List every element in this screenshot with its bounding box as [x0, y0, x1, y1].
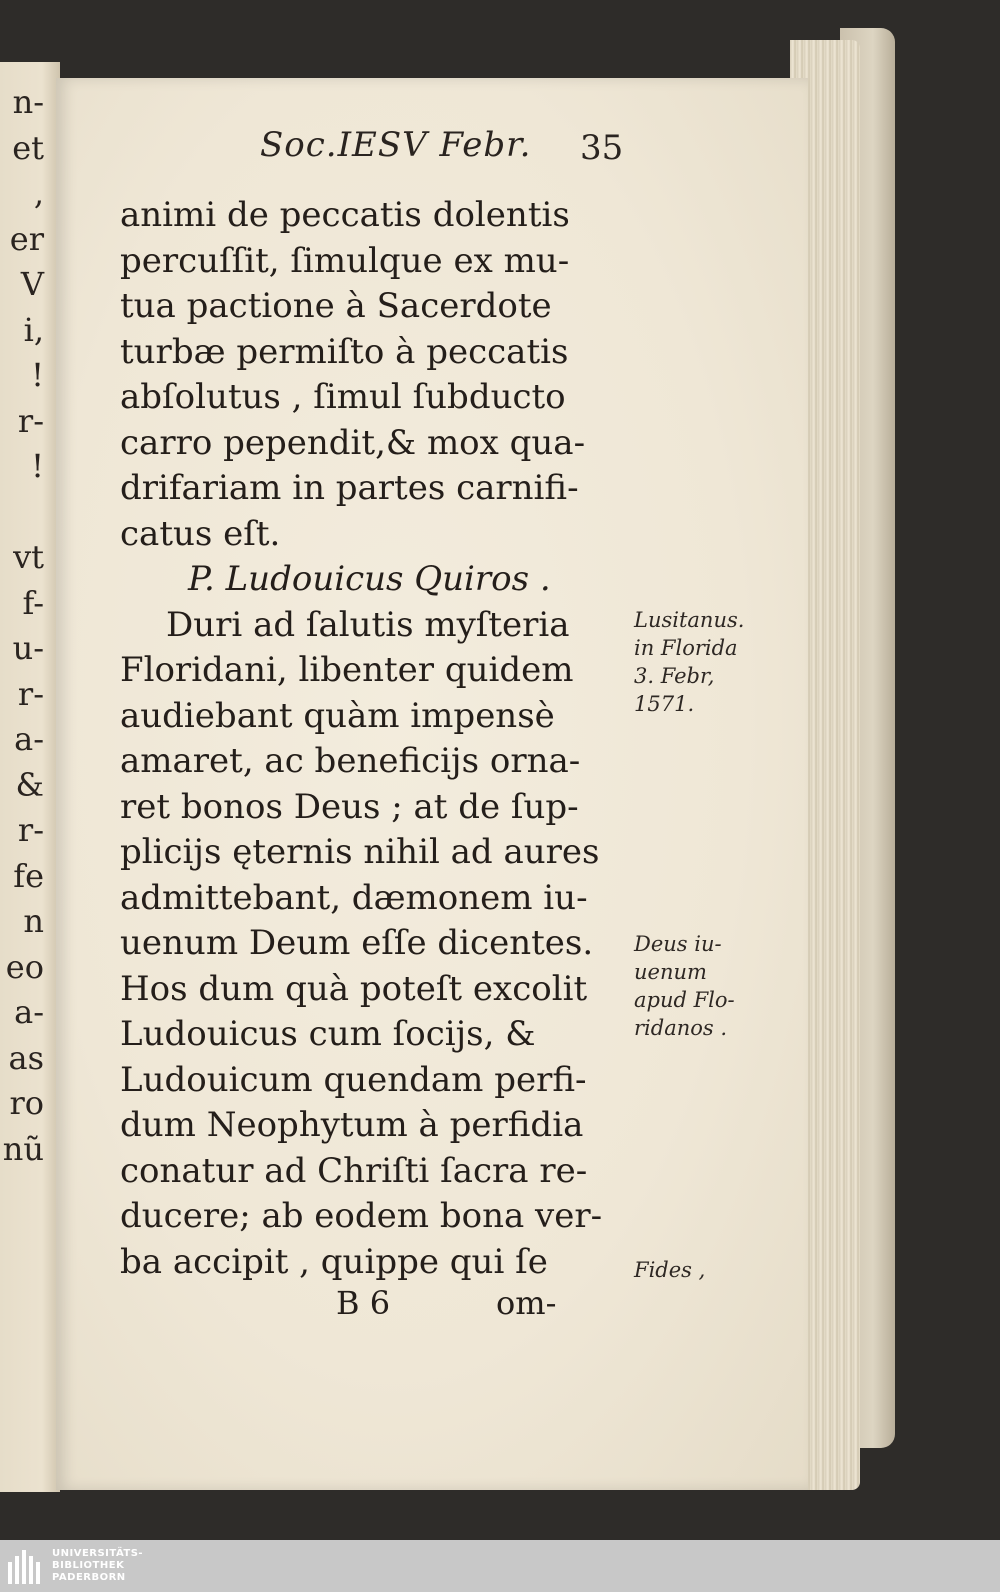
marginal-note-line: Lusitanus. [634, 608, 745, 632]
left-fragment: er [9, 219, 44, 258]
text-line: admittebant, dæmonem iu- [120, 877, 588, 918]
left-fragment: et [12, 128, 44, 167]
text-line: percuſſit, ſimulque ex mu- [120, 240, 570, 281]
left-fragment: n [23, 902, 44, 940]
text-line: carro pependit,& mox qua- [120, 422, 586, 463]
marginal-note-line: apud Flo- [634, 988, 735, 1012]
left-fragment: ! [31, 447, 44, 485]
library-logo-icon [8, 1550, 44, 1584]
left-fragment: r- [17, 401, 44, 440]
text-line: ba accipit , quippe qui ſe [120, 1241, 548, 1282]
catchword: om- [496, 1284, 557, 1322]
text-line: audiebant quàm impensè [120, 695, 555, 736]
signature-mark: B 6 [336, 1284, 391, 1322]
logo-text-line: BIBLIOTHEK [52, 1560, 125, 1571]
text-line: Hos dum quà poteſt excolit [120, 968, 588, 1009]
marginal-note-line: Deus iu- [634, 932, 722, 956]
text-line: ducere; ab eodem bona ver- [120, 1196, 603, 1236]
page-number: 35 [580, 128, 624, 168]
left-fragment: & [15, 765, 44, 804]
footer-bar [0, 1540, 1000, 1592]
text-line: animi de peccatis dolentis [120, 195, 570, 235]
left-fragment: eo [5, 947, 44, 986]
text-line: Floridani, libenter quidem [120, 650, 574, 690]
marginal-note-line: uenum [634, 960, 707, 984]
left-fragment: as [8, 1038, 44, 1077]
text-line: Ludouicum quendam perfi- [120, 1059, 587, 1100]
left-fragment: n- [12, 83, 44, 121]
marginal-note-line: 1571. [634, 692, 695, 716]
marginal-note-line: in Florida [634, 636, 738, 660]
running-header: Soc.IESV Febr. [260, 125, 532, 165]
text-line: abſolutus , ſimul ſubducto [120, 377, 566, 417]
left-fragment: ro [9, 1084, 44, 1122]
text-line: catus eſt. [120, 513, 281, 554]
text-line: uenum Deum eſſe dicentes. [120, 923, 594, 963]
section-heading: P. Ludouicus Quiros . [188, 559, 551, 599]
left-fragment: a- [14, 993, 44, 1031]
text-line: drifariam in partes carnifi- [120, 468, 579, 508]
body-text [120, 193, 630, 1285]
marginal-note [634, 606, 744, 718]
text-line: ret bonos Deus ; at de ſup- [120, 786, 579, 827]
text-line: amaret, ac beneficijs orna- [120, 741, 581, 781]
text-line: plicijs ęternis nihil ad aures [120, 832, 600, 872]
library-logo-text [52, 1548, 143, 1584]
text-line: turbæ permiſto à peccatis [120, 331, 569, 372]
left-fragment: f- [22, 583, 44, 622]
marginal-note [634, 930, 735, 1042]
left-fragment: r- [17, 674, 44, 713]
marginal-note-line: ridanos . [634, 1016, 728, 1040]
text-line: tua pactione à Sacerdote [120, 286, 552, 326]
left-fragment: i, [23, 310, 44, 349]
left-fragment: ! [31, 356, 44, 394]
marginal-note-line: 3. Febr, [634, 664, 715, 688]
marginal-note [634, 1256, 705, 1284]
left-fragment: , [33, 174, 44, 212]
logo-text-line: UNIVERSITÄTS- [52, 1548, 144, 1559]
text-line: Ludouicus cum ſocijs, & [120, 1014, 536, 1054]
text-line: dum Neophytum à perfidia [120, 1105, 584, 1145]
logo-text-line: PADERBORN [52, 1572, 126, 1583]
left-fragment: nũ [2, 1129, 44, 1168]
left-fragment: vt [13, 538, 44, 576]
left-fragment: u- [12, 629, 44, 667]
text-line: Duri ad ſalutis myſteria [166, 604, 570, 645]
text-line: conatur ad Chriſti ſacra re- [120, 1150, 588, 1191]
marginal-note-line: Fides , [634, 1258, 706, 1282]
left-fragment: fe [13, 856, 44, 895]
left-fragment: V [20, 265, 44, 303]
left-fragment: r- [17, 811, 44, 849]
left-fragment: a- [14, 720, 44, 758]
